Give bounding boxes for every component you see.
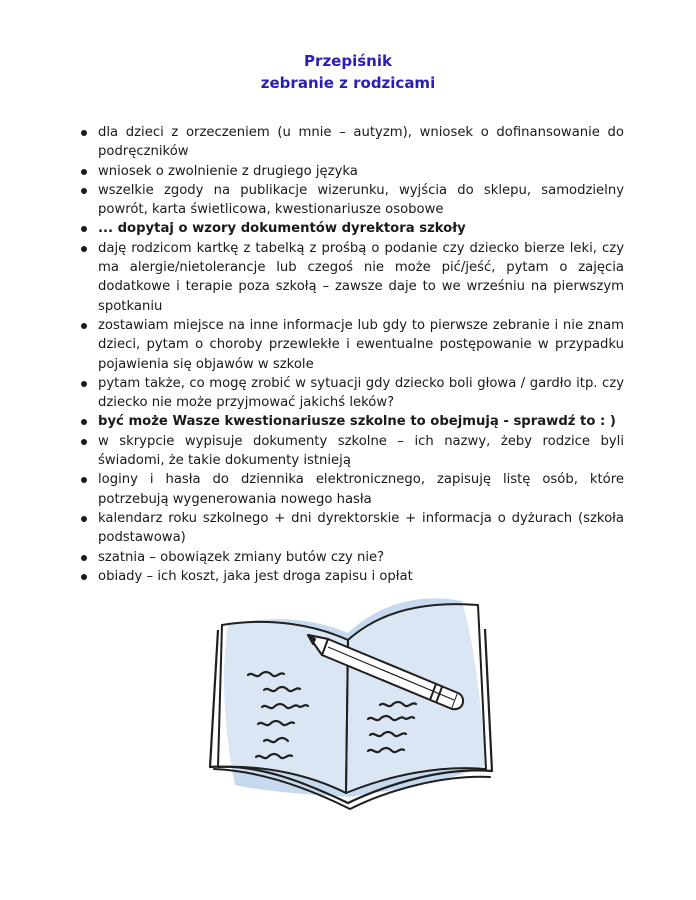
list-item: wniosek o zwolnienie z drugiego języka — [78, 162, 624, 181]
list-item: dla dzieci z orzeczeniem (u mnie – autyzm), wniosek o dofinansowanie do podręczników — [78, 123, 624, 162]
list-item: zostawiam miejsce na inne informacje lub gdy to pierwsze zebranie i nie znam dzieci, pytam o choroby przewlekłe i ewentualne postępowanie w przypadku pojawienia się objawów w szkole — [78, 316, 624, 374]
checklist — [78, 123, 624, 586]
list-item: w skrypcie wypisuje dokumenty szkolne – ich nazwy, żeby rodzice byli świadomi, że takie dokumenty istnieją — [78, 432, 624, 471]
list-item: obiady – ich koszt, jaka jest droga zapisu i opłat — [78, 567, 624, 586]
list-item: być może Wasze kwestionariusze szkolne to obejmują - sprawdź to : ) — [78, 412, 624, 431]
list-item: daję rodzicom kartkę z tabelką z prośbą o podanie czy dziecko bierze leki, czy ma alergie/nietolerancje lub czegoś nie może pić/jeść, pytam o zajęcia dodatkowe i terapie poza szkołą – zawsze daje to we wrześniu na pierwszym spotkaniu — [78, 239, 624, 316]
list-item: kalendarz roku szkolnego + dni dyrektorskie + informacja o dyżurach (szkoła podstawowa) — [78, 509, 624, 548]
subtitle-line: zebranie z rodzicami — [260, 74, 436, 92]
list-item: wszelkie zgody na publikacje wizerunku, wyjścia do sklepu, samodzielny powrót, karta świetlicowa, kwestionariusze osobowe — [78, 181, 624, 220]
page-title — [0, 50, 696, 94]
title-line: Przepiśnik — [304, 52, 392, 70]
list-item: pytam także, co mogę zrobić w sytuacji gdy dziecko boli głowa / gardło itp. czy dziecko nie może przyjmować jakichś leków? — [78, 374, 624, 413]
notebook-with-pencil-icon — [200, 585, 500, 820]
list-item: szatnia – obowiązek zmiany butów czy nie? — [78, 548, 624, 567]
list-item: ... dopytaj o wzory dokumentów dyrektora szkoły — [78, 219, 624, 238]
list-item: loginy i hasła do dziennika elektronicznego, zapisuję listę osób, które potrzebują wygenerowania nowego hasła — [78, 470, 624, 509]
